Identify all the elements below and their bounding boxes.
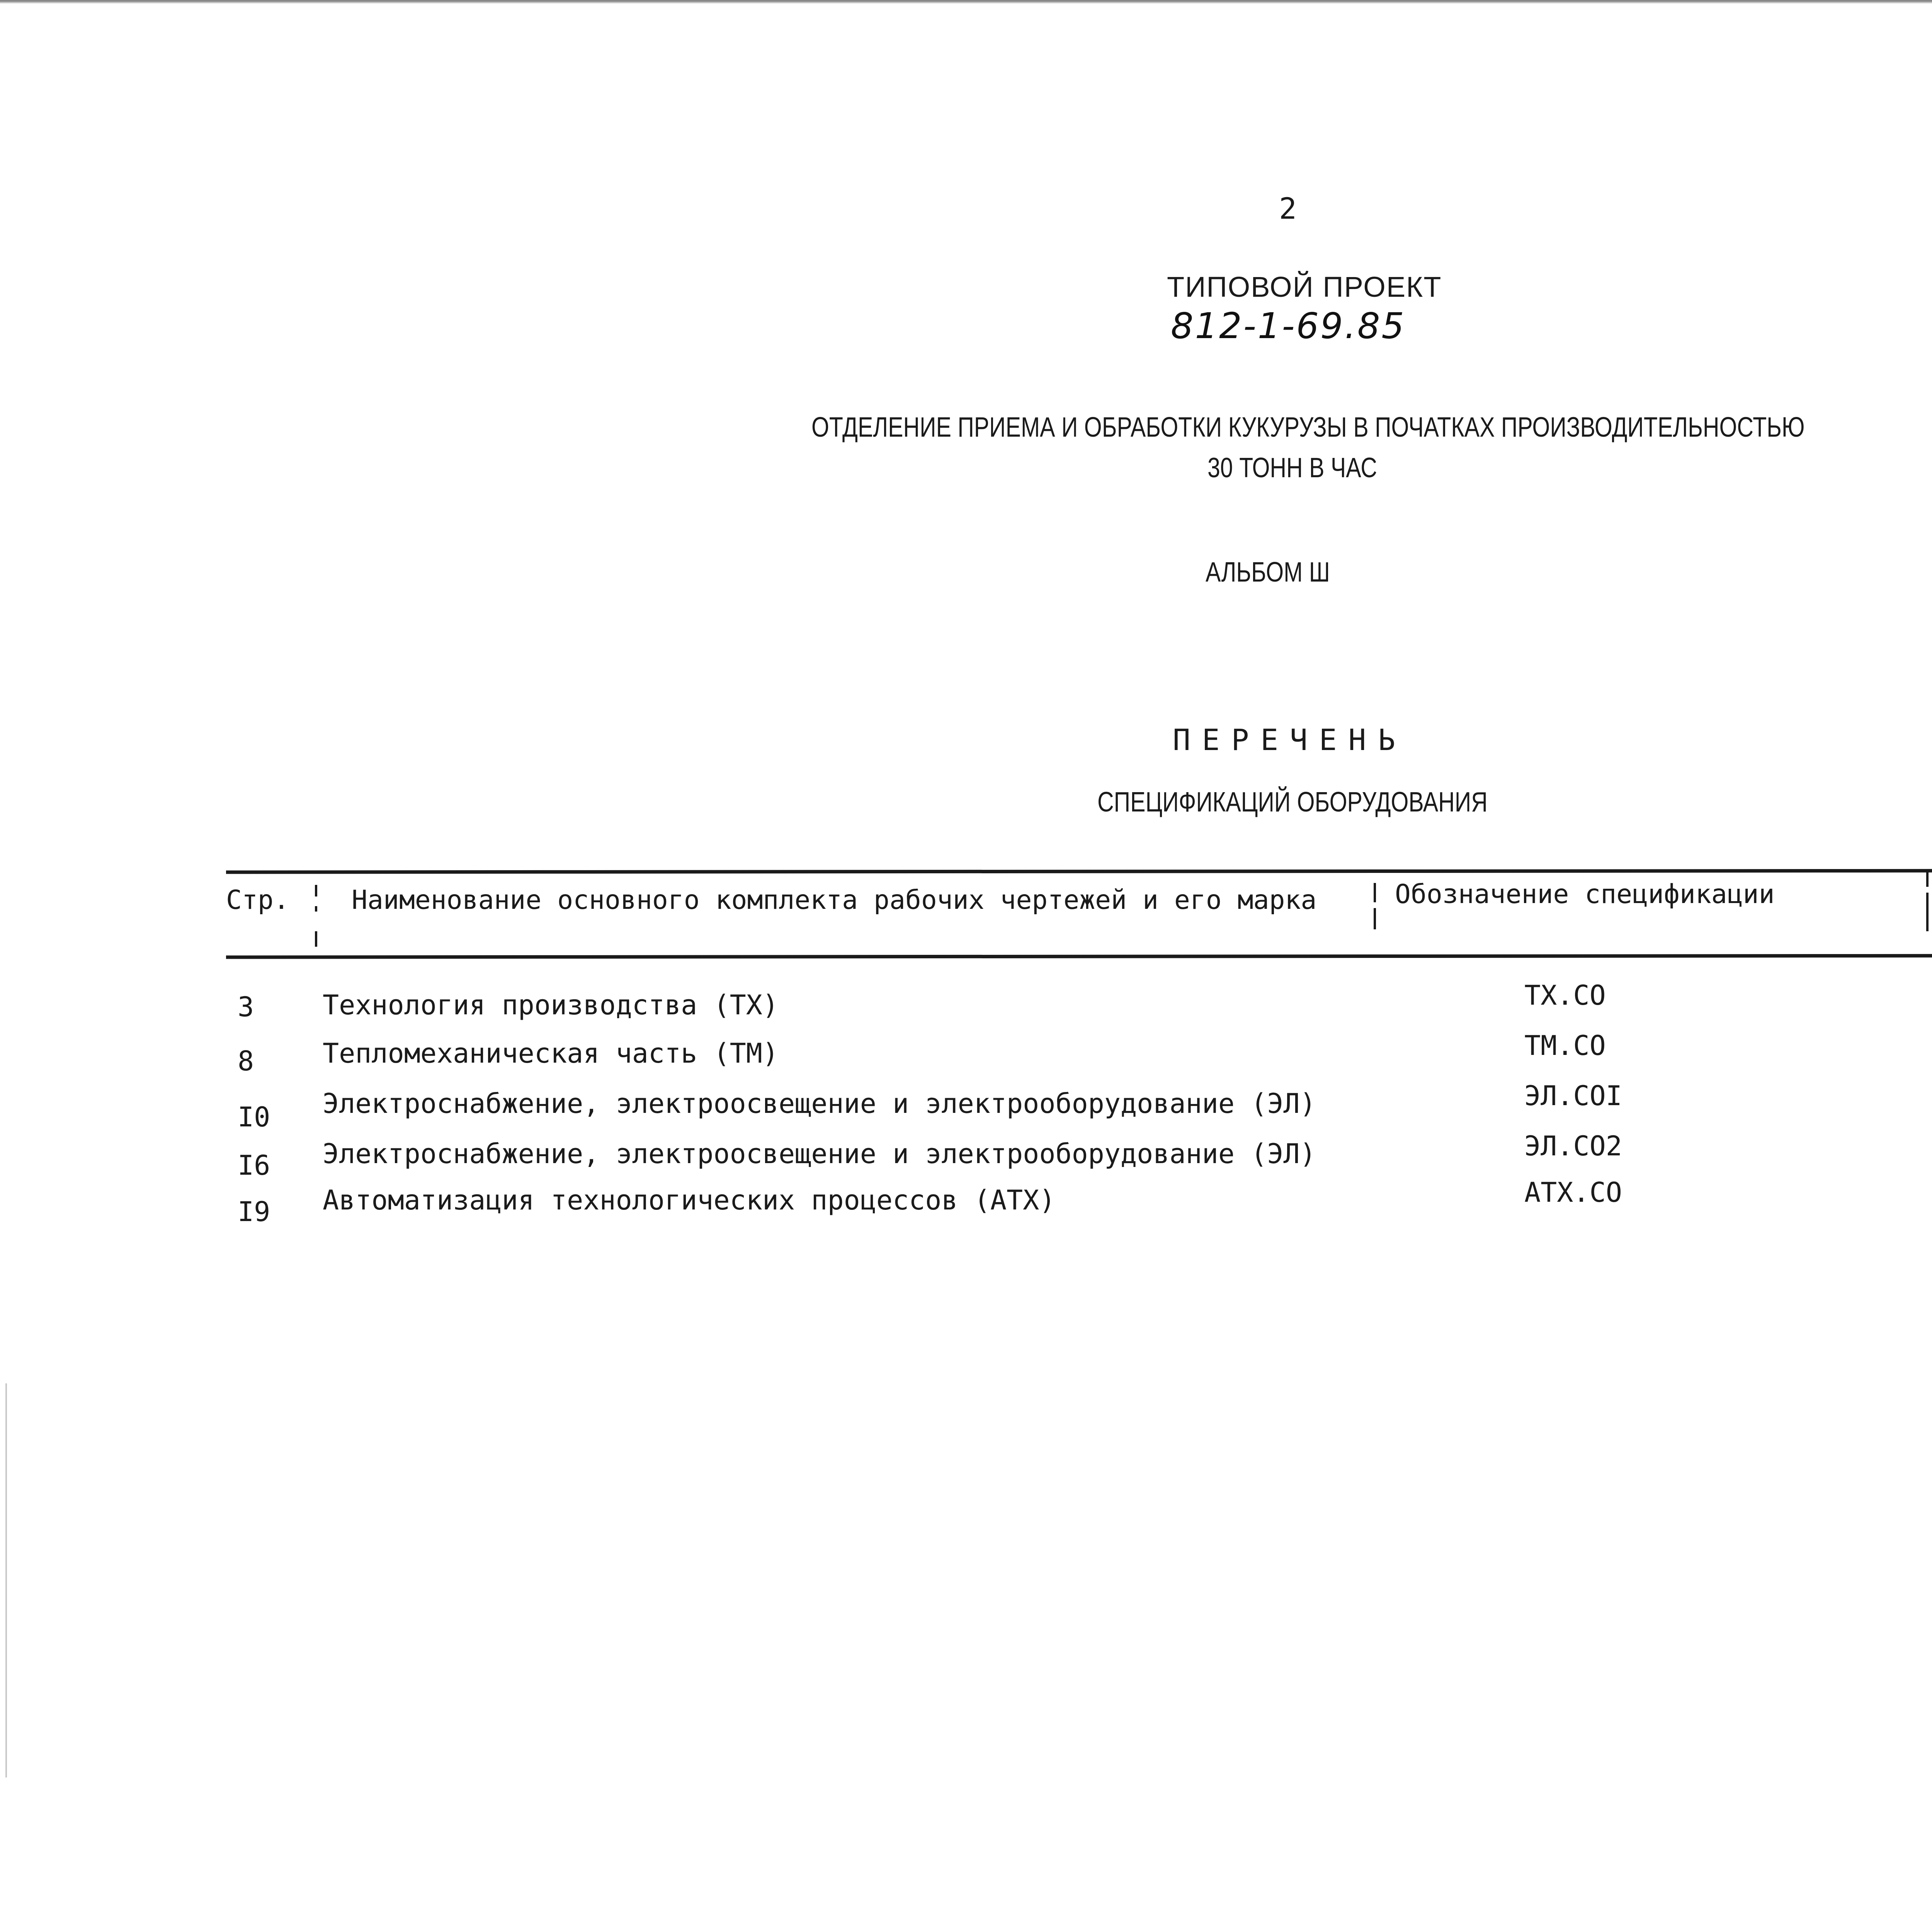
scan-edge-left — [5, 1383, 7, 1778]
row-5-name: Автоматизация технологических процессов (АТХ) — [323, 1184, 1056, 1216]
row-4-page: I6 — [238, 1150, 270, 1181]
row-3-page: I0 — [238, 1101, 270, 1133]
scan-edge-top — [0, 0, 1932, 4]
column-tick — [315, 931, 317, 947]
row-2-name: Тепломеханическая часть (ТМ) — [323, 1038, 779, 1069]
column-tick — [315, 906, 317, 912]
row-3-code: ЭЛ.СОI — [1524, 1080, 1622, 1112]
row-5-page: I9 — [238, 1196, 270, 1228]
list-subheading: СПЕЦИФИКАЦИЙ ОБОРУДОВАНИЯ — [1097, 787, 1488, 818]
row-4-name: Электроснабжение, электроосвещение и электрооборудование (ЭЛ) — [323, 1138, 1316, 1170]
album-label: АЛЬБОМ Ш — [1206, 557, 1330, 588]
row-4-code: ЭЛ.СО2 — [1524, 1130, 1622, 1162]
column-tick — [1926, 871, 1929, 887]
row-2-page: 8 — [238, 1045, 254, 1077]
list-heading: ПЕРЕЧЕНЬ — [1173, 723, 1407, 757]
row-1-code: ТХ.СО — [1524, 980, 1606, 1011]
row-3-name: Электроснабжение, электроосвещение и электрооборудование (ЭЛ) — [323, 1088, 1316, 1119]
document-title-line-1: ОТДЕЛЕНИЕ ПРИЕМА И ОБРАБОТКИ КУКУРУЗЫ В ПОЧАТКАХ ПРОИЗВОДИТЕЛЬНОСТЬЮ — [811, 412, 1805, 443]
project-number: 812-1-69.85 — [1171, 305, 1406, 347]
page-number: 2 — [1279, 191, 1297, 226]
row-5-code: АТХ.СО — [1524, 1177, 1622, 1208]
column-tick — [1374, 883, 1376, 902]
table-rule-top — [226, 868, 1932, 874]
row-2-code: ТМ.СО — [1524, 1030, 1606, 1061]
header-name: Наименование основного комплекта рабочих чертежей и его марка — [352, 885, 1317, 915]
document-title-line-2: 30 ТОНН В ЧАС — [1208, 452, 1377, 483]
row-1-page: 3 — [238, 991, 254, 1023]
header-page: Стр. — [226, 885, 289, 915]
table-rule-bottom — [226, 953, 1932, 959]
project-label: ТИПОВОЙ ПРОЕКТ — [1167, 271, 1442, 303]
header-code: Обозначение спецификации — [1395, 879, 1775, 910]
column-tick — [1926, 893, 1929, 931]
row-1-name: Технология производства (ТХ) — [323, 989, 779, 1021]
column-tick — [1374, 908, 1376, 929]
column-tick — [315, 885, 317, 896]
